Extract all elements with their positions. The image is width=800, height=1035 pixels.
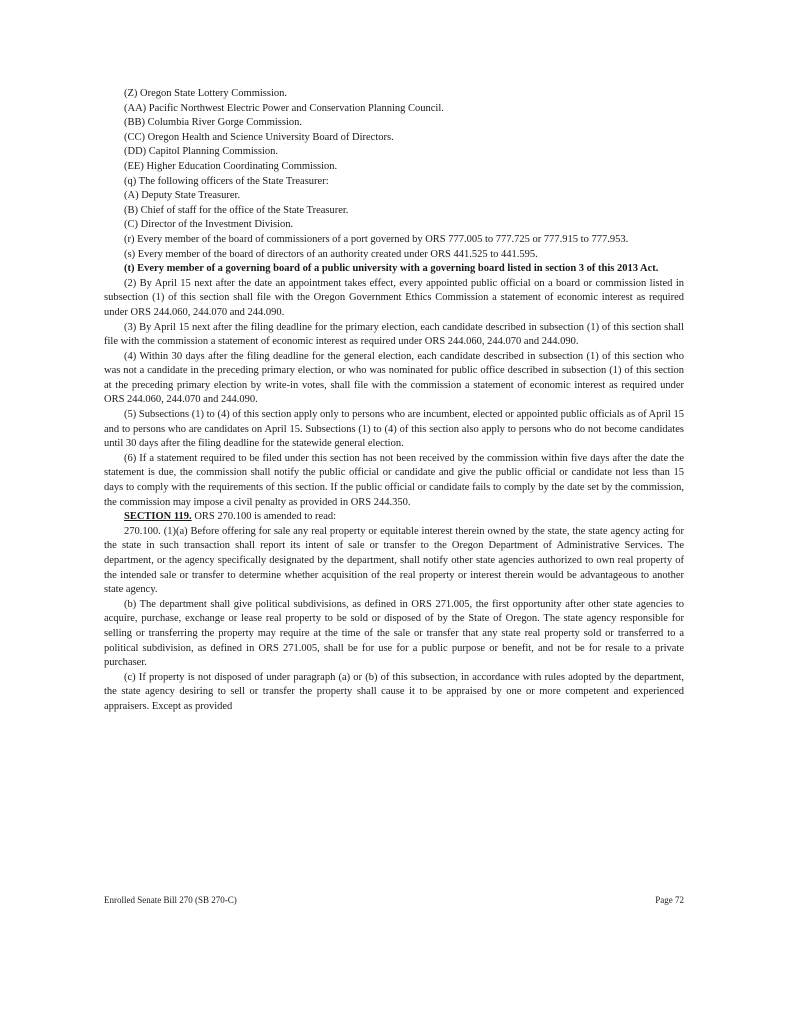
paragraph: (BB) Columbia River Gorge Commission. xyxy=(124,117,303,129)
paragraph: (q) The following officers of the State Treasurer: xyxy=(124,175,329,187)
paragraph: (6) If a statement required to be filed under this section has not been received by the commission within five days after the date the statement is due, the commission shall notify the public official or candidate and give the public official or candidate not less than 15 days to comply with the requirements of this section. If the public official or candidate fails to comply by the date set by the commission, the commission may impose a civil penalty as provided in ORS 244.350. xyxy=(104,452,684,508)
paragraph: (5) Subsections (1) to (4) of this section apply only to persons who are incumbent, elected or appointed public officials as of April 15 and to persons who are candidates on April 15. Subsections (1) to (4) of this section also apply to persons who do not become candidates until 30 days after the filing deadline for the statewide general election. xyxy=(104,409,684,450)
paragraph: (CC) Oregon Health and Science University Board of Directors. xyxy=(124,131,394,143)
paragraph: (s) Every member of the board of directors of an authority created under ORS 441.525 to 441.595. xyxy=(124,248,538,260)
paragraph: (C) Director of the Investment Division. xyxy=(124,219,294,231)
paragraph: (2) By April 15 next after the date an appointment takes effect, every appointed public official on a board or commission listed in subsection (1) of this section shall file with the Oregon Government Ethics Commission a statement of economic interest as required under ORS 244.060, 244.070 and 244.090. xyxy=(104,277,684,318)
paragraph: (c) If property is not disposed of under paragraph (a) or (b) of this subsection, in accordance with rules adopted by the department, the state agency desiring to sell or transfer the property shall cause it to be appraised by one or more competent and experienced appraisers. Except as provided xyxy=(104,671,684,712)
paragraph: (AA) Pacific Northwest Electric Power and Conservation Planning Council. xyxy=(124,102,444,114)
document-body xyxy=(104,87,684,715)
paragraph: (DD) Capitol Planning Commission. xyxy=(124,146,279,158)
paragraph: (r) Every member of the board of commissioners of a port governed by ORS 777.005 to 777.725 or 777.915 to 777.953. xyxy=(124,233,629,245)
page-footer xyxy=(104,895,684,905)
paragraph: (3) By April 15 next after the filing deadline for the primary election, each candidate described in subsection (1) of this section shall file with the commission a statement of economic interest as required under ORS 244.060, 244.070 and 244.090. xyxy=(104,321,684,348)
bold-amendment-paragraph: (t) Every member of a governing board of a public university with a governing board listed in section 3 of this 2013 Act. xyxy=(124,263,659,275)
footer-bill-title: Enrolled Senate Bill 270 (SB 270-C) xyxy=(104,895,237,905)
paragraph: (b) The department shall give political subdivisions, as defined in ORS 271.005, the first opportunity after other state agencies to acquire, purchase, exchange or lease real property to be sold or disposed of by the State of Oregon. The state agency responsible for selling or transferring the property may require at the time of the sale or transfer that any state real property sold or transferred to a political subdivision, as defined in ORS 271.005, shall be for use for a public purpose or benefit, and not be for resale to a private purchaser. xyxy=(104,598,684,669)
footer-page-number: Page 72 xyxy=(655,895,684,905)
section-paragraph xyxy=(104,510,684,525)
paragraph: (EE) Higher Education Coordinating Commission. xyxy=(124,160,338,172)
section-intro: ORS 270.100 is amended to read: xyxy=(191,511,337,523)
paragraph: 270.100. (1)(a) Before offering for sale any real property or equitable interest therein owned by the state, the state agency acting for the state in such transaction shall report its intent of sale or transfer to the Oregon Department of Administrative Services. The department, or the agency specifically designated by the department, shall notify other state agencies authorized to own real property of the intended sale or transfer to determine whether acquisition of the real property or interest therein would be advantageous to another state agency. xyxy=(104,525,684,596)
paragraph: (A) Deputy State Treasurer. xyxy=(124,190,241,202)
paragraph: (B) Chief of staff for the office of the State Treasurer. xyxy=(124,204,349,216)
paragraph: (Z) Oregon State Lottery Commission. xyxy=(124,88,288,99)
paragraph: (4) Within 30 days after the filing deadline for the general election, each candidate described in subsection (1) of this section who was not a candidate in the preceding primary election, or who was nominated for public office described in subsection (1) of this section at the preceding primary election by write-in votes, shall file with the commission a statement of economic interest as required under ORS 244.060, 244.070 and 244.090. xyxy=(104,350,684,406)
section-heading: SECTION 119. xyxy=(124,511,192,523)
